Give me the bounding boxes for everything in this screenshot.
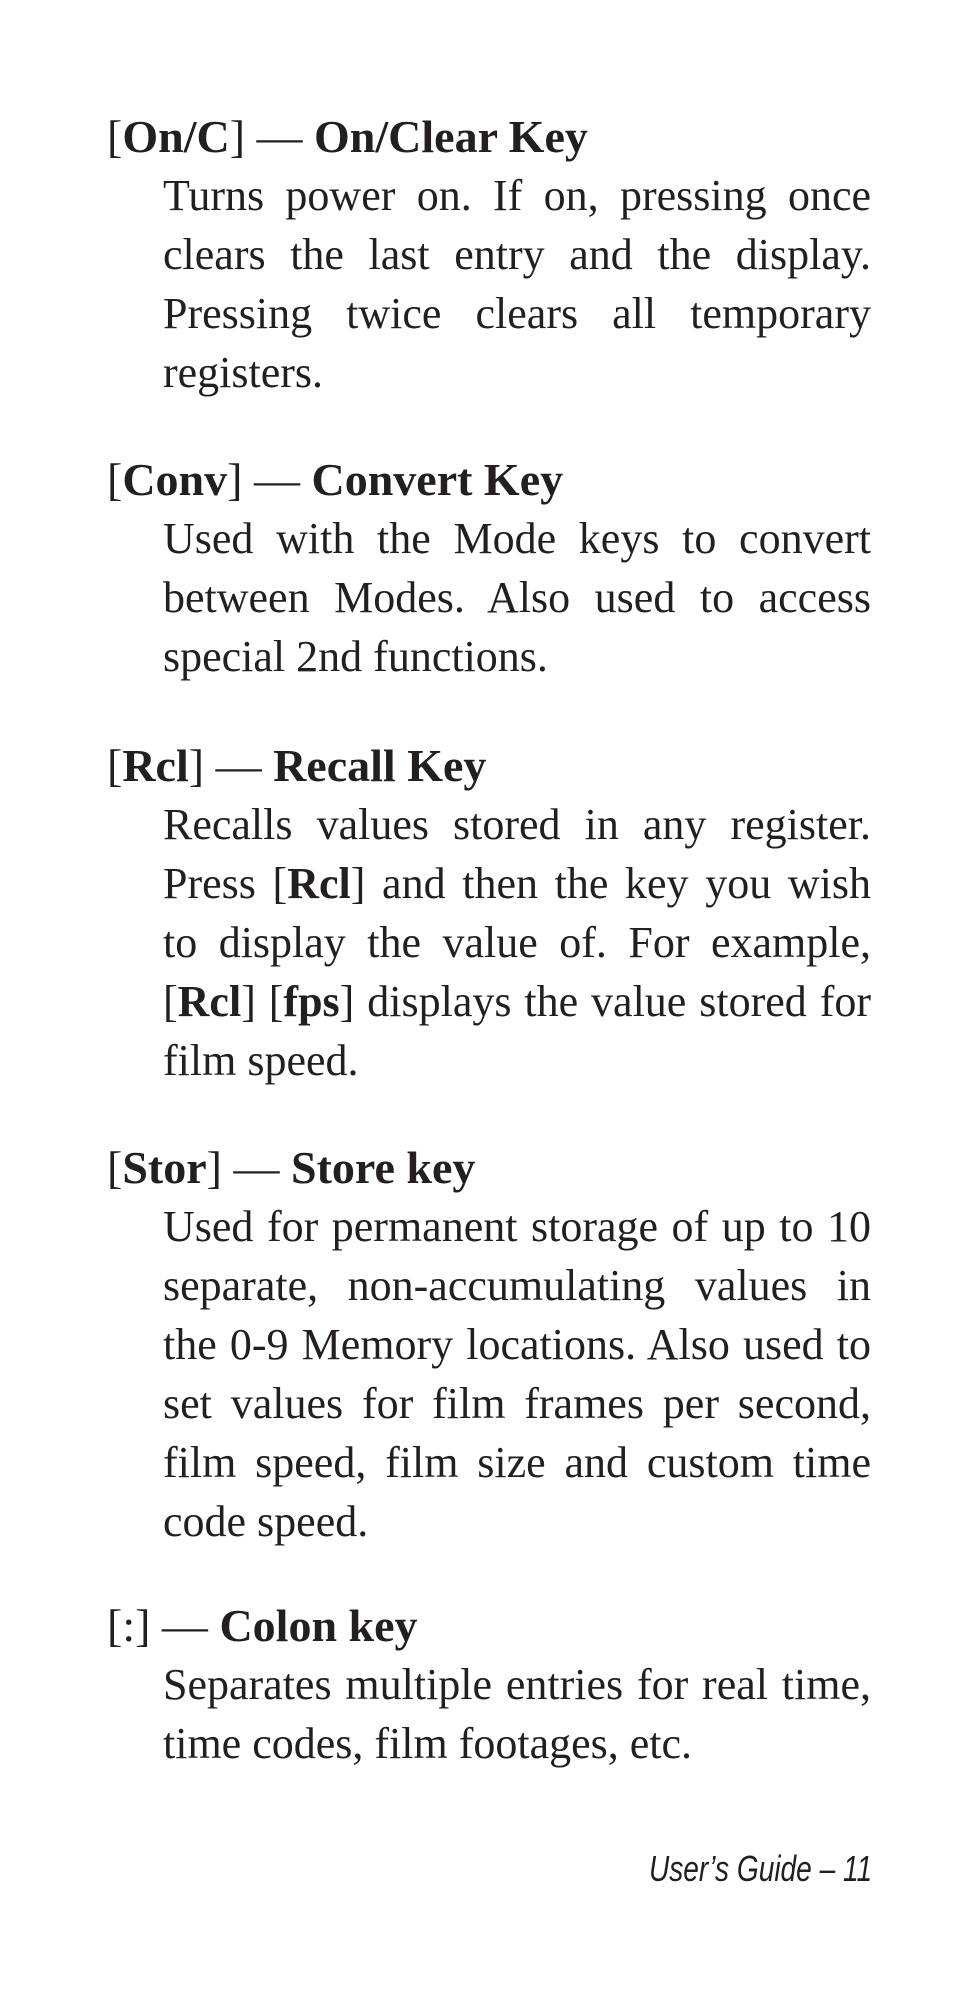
key-name: Recall Key [273,740,487,791]
entry-description [163,1197,871,1551]
key-name: Colon key [219,1600,418,1651]
entry-heading: [Conv] — Convert Key [107,454,564,505]
key-entry-on-clear [107,108,871,402]
key-label: Conv [122,454,228,505]
description-text: Separates multiple entries for real time, time codes, film footages, etc. [163,1660,871,1768]
entry-description [163,509,871,686]
description-text: Turns power on. If on, pressing once clears the last entry and the display. Pressing twice clears all temporary registers. [163,171,871,397]
key-entry-convert [107,451,871,686]
entry-heading: [Rcl] — Recall Key [107,740,487,791]
inline-key-reference: fps [283,977,340,1026]
description-text: Used with the Mode keys to convert between Modes. Also used to access special 2nd functions. [163,514,871,681]
entry-heading: [Stor] — Store key [107,1142,476,1193]
description-text: Recalls values stored in any register. Press [ [163,800,871,908]
entry-heading: [:] — Colon key [107,1600,418,1651]
description-text: ] [ [241,977,284,1026]
entry-description [163,795,871,1090]
inline-key-reference: Rcl [177,977,242,1026]
page-footer: User’s Guide – 11 [648,1848,872,1889]
key-entry-store [107,1139,871,1551]
description-text: Used for permanent storage of up to 10 separate, non-accumulating values in the 0-9 Memory locations. Also used to set values for film frames per second, film speed, film size and custom time code speed. [163,1202,871,1546]
key-name: Convert Key [311,454,564,505]
key-name: Store key [290,1142,476,1193]
entry-heading: [On/C] — On/Clear Key [107,111,588,162]
description-text: ] and then the key you wish to display the value of. For example, [ [163,859,871,1026]
key-label: : [122,1600,136,1651]
entry-description [163,1655,871,1773]
key-label: Rcl [122,740,189,791]
key-label: Stor [122,1142,207,1193]
key-entry-recall [107,737,871,1090]
key-entry-colon [107,1597,871,1773]
description-text: ] displays the value stored for film speed. [163,977,872,1085]
entry-description [163,166,871,402]
key-name: On/Clear Key [314,111,588,162]
key-label: On/C [122,111,230,162]
inline-key-reference: Rcl [287,859,351,908]
